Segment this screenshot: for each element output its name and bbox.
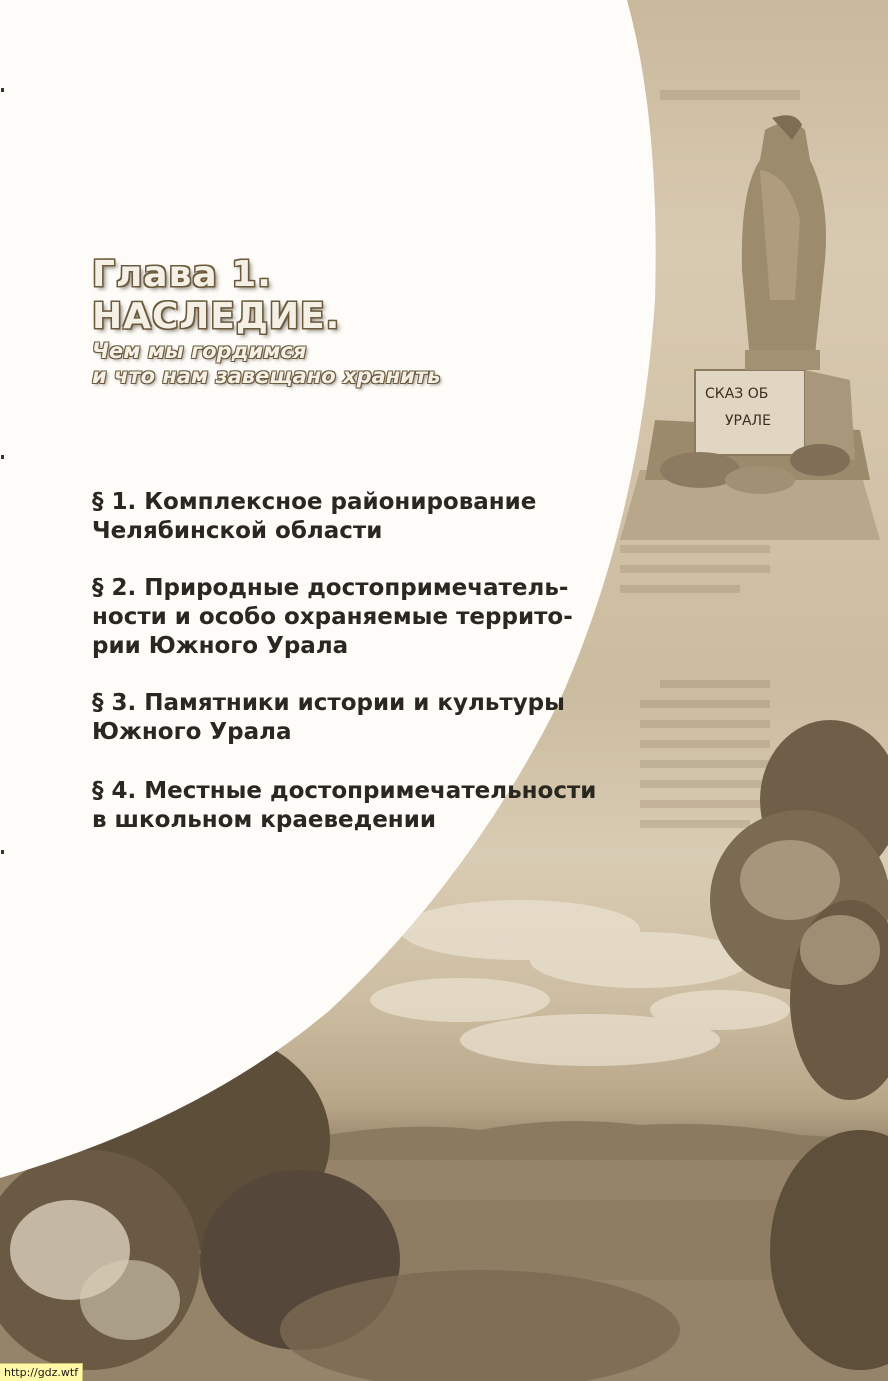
monument-plaque-line2: УРАЛЕ xyxy=(725,413,771,429)
watermark-link[interactable]: http://gdz.wtf xyxy=(0,1363,83,1381)
chapter-header xyxy=(92,255,612,389)
binding-mark xyxy=(1,455,4,459)
toc-item-section-3[interactable]: § 3. Памятники истории и культуры Южного Урала xyxy=(92,690,565,745)
chapter-label: Глава 1. xyxy=(92,254,272,295)
monument-plaque-line1: СКАЗ ОБ xyxy=(705,386,769,402)
chapter-subtitle-line1: Чем мы гордимся xyxy=(92,339,307,363)
chapter-subtitle-line2: и что нам завещано хранить xyxy=(92,364,441,388)
binding-mark xyxy=(1,850,4,854)
binding-mark xyxy=(1,88,4,92)
toc-item-section-4[interactable]: § 4. Местные достопримечательности в школьном краеведении xyxy=(92,778,597,833)
toc-item-section-1[interactable]: § 1. Комплексное районирование Челябинской области xyxy=(92,489,537,544)
table-of-contents xyxy=(92,488,652,863)
chapter-title: НАСЛЕДИЕ. xyxy=(92,296,341,337)
toc-item-section-2[interactable]: § 2. Природные достопримечатель- ности и особо охраняемые террито- рии Южного Урала xyxy=(92,575,573,659)
